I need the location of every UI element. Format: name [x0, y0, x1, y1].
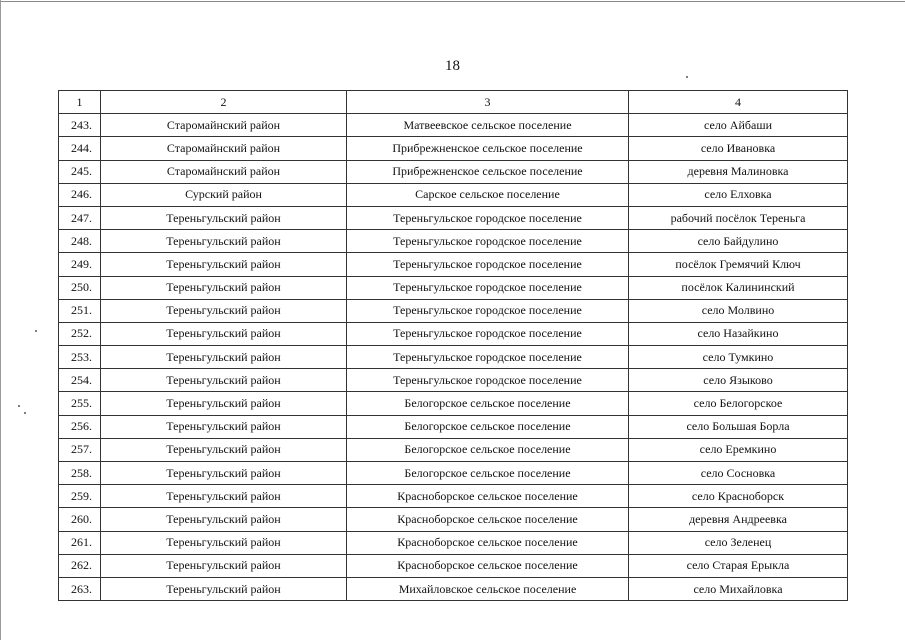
row-number-cell: 244.: [59, 137, 101, 160]
locality-cell: село Большая Борла: [629, 415, 848, 438]
row-number-cell: 255.: [59, 392, 101, 415]
table-body: [59, 114, 848, 601]
row-number-cell: 253.: [59, 346, 101, 369]
scan-speck: [686, 76, 688, 78]
settlement-cell: Матвеевское сельское поселение: [347, 114, 629, 137]
table-row: [59, 577, 848, 600]
table-row: [59, 346, 848, 369]
district-cell: Тереньгульский район: [101, 253, 347, 276]
table-row: [59, 508, 848, 531]
district-cell: Тереньгульский район: [101, 206, 347, 229]
locality-cell: село Айбаши: [629, 114, 848, 137]
row-number-cell: 254.: [59, 369, 101, 392]
page-number-container: [0, 58, 905, 75]
district-cell: Тереньгульский район: [101, 322, 347, 345]
district-cell: Тереньгульский район: [101, 276, 347, 299]
settlement-cell: Михайловское сельское поселение: [347, 577, 629, 600]
district-cell: Старомайнский район: [101, 160, 347, 183]
settlement-cell: Красноборское сельское поселение: [347, 531, 629, 554]
settlement-cell: Тереньгульское городское поселение: [347, 206, 629, 229]
district-cell: Тереньгульский район: [101, 554, 347, 577]
table-row: [59, 369, 848, 392]
row-number-cell: 251.: [59, 299, 101, 322]
district-cell: Старомайнский район: [101, 114, 347, 137]
row-number-cell: 262.: [59, 554, 101, 577]
district-cell: Тереньгульский район: [101, 531, 347, 554]
locality-cell: рабочий посёлок Тереньга: [629, 206, 848, 229]
table-row: [59, 160, 848, 183]
locality-cell: село Зеленец: [629, 531, 848, 554]
settlement-cell: Белогорское сельское поселение: [347, 415, 629, 438]
locality-cell: село Красноборск: [629, 485, 848, 508]
settlement-cell: Прибрежненское сельское поселение: [347, 160, 629, 183]
settlement-cell: Белогорское сельское поселение: [347, 438, 629, 461]
table-row: [59, 276, 848, 299]
row-number-cell: 256.: [59, 415, 101, 438]
row-number-cell: 247.: [59, 206, 101, 229]
table-row: [59, 299, 848, 322]
table-row: [59, 392, 848, 415]
header-row: [59, 91, 848, 114]
row-number-cell: 259.: [59, 485, 101, 508]
row-number-cell: 261.: [59, 531, 101, 554]
table-row: [59, 485, 848, 508]
scan-speck: [18, 405, 20, 407]
table-row: [59, 438, 848, 461]
settlement-cell: Тереньгульское городское поселение: [347, 253, 629, 276]
settlement-cell: Белогорское сельское поселение: [347, 392, 629, 415]
row-number-cell: 246.: [59, 183, 101, 206]
locality-cell: село Белогорское: [629, 392, 848, 415]
table-row: [59, 206, 848, 229]
district-cell: Сурский район: [101, 183, 347, 206]
settlement-cell: Тереньгульское городское поселение: [347, 230, 629, 253]
settlement-cell: Тереньгульское городское поселение: [347, 322, 629, 345]
settlement-cell: Тереньгульское городское поселение: [347, 346, 629, 369]
row-number-cell: 248.: [59, 230, 101, 253]
settlement-cell: Красноборское сельское поселение: [347, 554, 629, 577]
district-cell: Тереньгульский район: [101, 230, 347, 253]
district-cell: Тереньгульский район: [101, 415, 347, 438]
table-row: [59, 322, 848, 345]
row-number-cell: 245.: [59, 160, 101, 183]
settlement-cell: Тереньгульское городское поселение: [347, 299, 629, 322]
table-header: [59, 91, 848, 114]
settlement-cell: Сарское сельское поселение: [347, 183, 629, 206]
locality-cell: село Сосновка: [629, 462, 848, 485]
locality-cell: село Назайкино: [629, 322, 848, 345]
district-cell: Тереньгульский район: [101, 577, 347, 600]
locality-cell: село Тумкино: [629, 346, 848, 369]
district-cell: Тереньгульский район: [101, 299, 347, 322]
settlement-cell: Красноборское сельское поселение: [347, 485, 629, 508]
district-cell: Тереньгульский район: [101, 369, 347, 392]
scan-speck: [35, 330, 37, 332]
row-number-cell: 243.: [59, 114, 101, 137]
row-number-cell: 258.: [59, 462, 101, 485]
row-number-cell: 263.: [59, 577, 101, 600]
scan-edge-top: [0, 1, 905, 2]
settlement-cell: Тереньгульское городское поселение: [347, 276, 629, 299]
row-number-cell: 257.: [59, 438, 101, 461]
table-row: [59, 462, 848, 485]
locality-cell: село Елховка: [629, 183, 848, 206]
settlement-cell: Белогорское сельское поселение: [347, 462, 629, 485]
district-cell: Тереньгульский район: [101, 462, 347, 485]
table-row: [59, 554, 848, 577]
locality-cell: посёлок Калининский: [629, 276, 848, 299]
locality-cell: село Языково: [629, 369, 848, 392]
locality-cell: село Байдулино: [629, 230, 848, 253]
district-cell: Тереньгульский район: [101, 485, 347, 508]
settlements-table: [58, 90, 848, 601]
district-cell: Тереньгульский район: [101, 392, 347, 415]
locality-cell: деревня Малиновка: [629, 160, 848, 183]
table-row: [59, 114, 848, 137]
locality-cell: деревня Андреевка: [629, 508, 848, 531]
scan-speck: [24, 412, 26, 414]
row-number-cell: 249.: [59, 253, 101, 276]
locality-cell: село Старая Ерыкла: [629, 554, 848, 577]
table-row: [59, 253, 848, 276]
scan-edge-left: [0, 0, 1, 640]
table-row: [59, 137, 848, 160]
district-cell: Тереньгульский район: [101, 438, 347, 461]
locality-cell: село Еремкино: [629, 438, 848, 461]
column-header-number: 1: [59, 91, 101, 114]
locality-cell: село Молвино: [629, 299, 848, 322]
locality-cell: село Ивановка: [629, 137, 848, 160]
settlement-cell: Красноборское сельское поселение: [347, 508, 629, 531]
district-cell: Старомайнский район: [101, 137, 347, 160]
row-number-cell: 252.: [59, 322, 101, 345]
settlement-cell: Тереньгульское городское поселение: [347, 369, 629, 392]
district-cell: Тереньгульский район: [101, 508, 347, 531]
page-number: 18: [445, 58, 460, 74]
row-number-cell: 260.: [59, 508, 101, 531]
column-header-locality: 4: [629, 91, 848, 114]
table-row: [59, 531, 848, 554]
settlement-cell: Прибрежненское сельское поселение: [347, 137, 629, 160]
district-cell: Тереньгульский район: [101, 346, 347, 369]
table-row: [59, 183, 848, 206]
locality-cell: село Михайловка: [629, 577, 848, 600]
column-header-district: 2: [101, 91, 347, 114]
locality-cell: посёлок Гремячий Ключ: [629, 253, 848, 276]
row-number-cell: 250.: [59, 276, 101, 299]
column-header-settlement: 3: [347, 91, 629, 114]
table-row: [59, 415, 848, 438]
table-row: [59, 230, 848, 253]
